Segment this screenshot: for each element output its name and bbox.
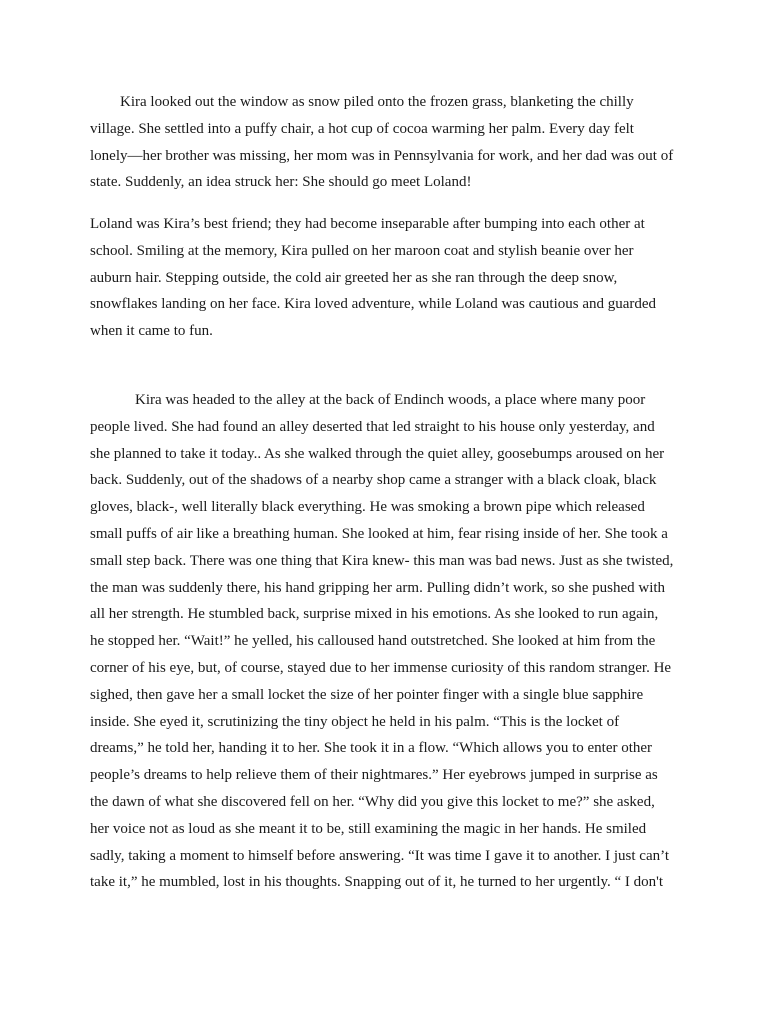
story-paragraph-1: Kira looked out the window as snow piled onto the frozen grass, blanketing the chilly village. She settled into a puffy chair, a hot cup of cocoa warming her palm. Every day felt lonely—her brother was missing, her mom was in Pennsylvania for work, and her dad was out of state. Suddenly, an idea struck her: She should go meet Loland! xyxy=(90,94,674,191)
story-paragraph-3: Kira was headed to the alley at the back of Endinch woods, a place where many poor people lived. She had found an alley deserted that led straight to his house only yesterday, and she planned to take it today.. As she walked through the quiet alley, goosebumps aroused on her back. Suddenly, out of the shadows of a nearby shop came a stranger with a black cloak, black gloves, black-, well literally black everything. He was smoking a brown pipe which released small puffs of air like a breathing human. She looked at him, fear rising inside of her. She took a small step back. There was one thing that Kira knew- this man was bad news. Just as she twisted, the man was suddenly there, his hand gripping her arm. Pulling didn’t work, so she pushed with all her strength. He stumbled back, surprise mixed in his emotions. As she looked to run again, he stopped her. “Wait!” he yelled, his calloused hand outstretched. She looked at him from the corner of his eye, but, of course, stayed due to her immense curiosity of this random stranger. He sighed, then gave her a small locket the size of her pointer finger with a single blue sapphire inside. She eyed it, scrutinizing the tiny object he held in his palm. “This is the locket of dreams,” he told her, handing it to her. She took it in a flow. “Which allows you to enter other people’s dreams to help relieve them of their nightmares.” Her eyebrows jumped in surprise as the dawn of what she discovered fell on her. “Why did you give this locket to me?” she asked, her voice not as loud as she meant it to be, still examining the magic in her hands. He smiled sadly, taking a moment to himself before answering. “It was time I gave it to another. I just can’t take it,” he mumbled, lost in his thoughts. Snapping out of it, he turned to her urgently. “ I don't xyxy=(90,392,674,891)
story-paragraph-2: Loland was Kira’s best friend; they had become inseparable after bumping into each other at school. Smiling at the memory, Kira pulled on her maroon coat and stylish beanie over her auburn hair. Stepping outside, the cold air greeted her as she ran through the deep snow, snowflakes landing on her face. Kira loved adventure, while Loland was cautious and guarded when it came to fun. xyxy=(90,216,657,340)
